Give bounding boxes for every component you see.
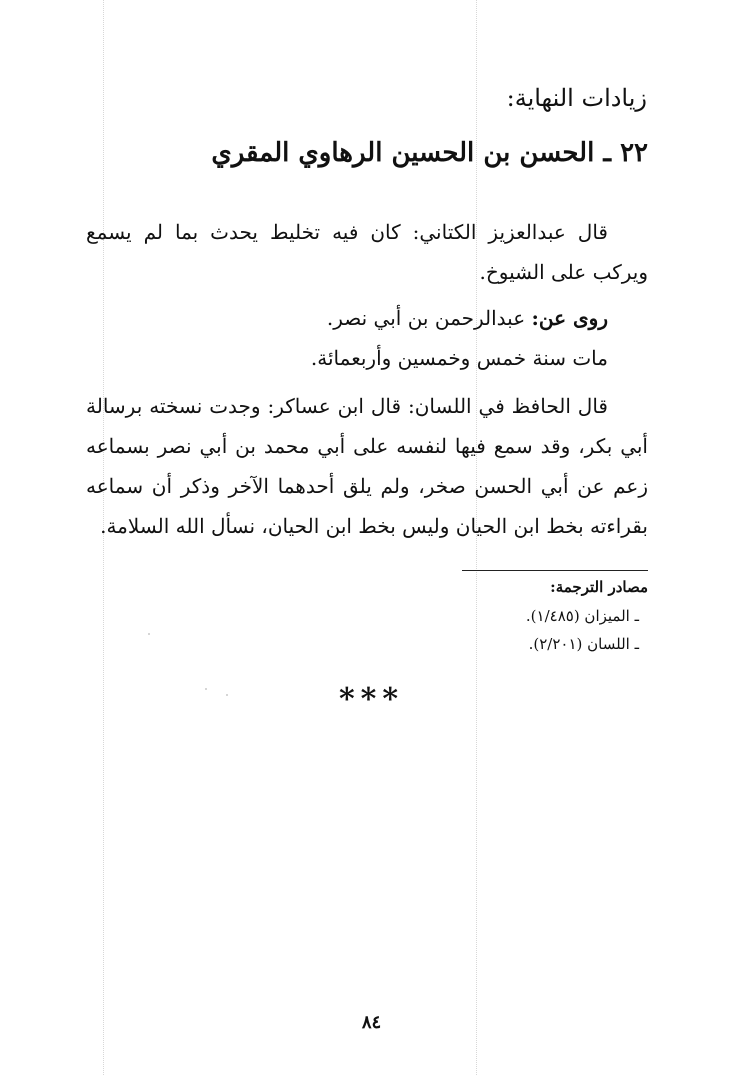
footnote-heading: مصادر الترجمة:	[550, 578, 648, 596]
narrated-from-text: عبدالرحمن بن أبي نصر.	[326, 306, 526, 330]
footnote-divider	[462, 570, 648, 571]
section-separator: ***	[338, 682, 405, 717]
page-number: ٨٤	[361, 1012, 382, 1033]
paragraph-death: مات سنة خمس وخمسين وأربعمائة.	[310, 346, 608, 370]
entry-name: الحسن بن الحسين الرهاوي المقري	[211, 138, 595, 168]
footnote-item: ـ الميزان (١/٤٨٥).	[525, 607, 639, 625]
scan-speck	[148, 633, 150, 635]
entry-number: ٢٢	[620, 138, 648, 168]
paragraph-narrated-from	[86, 298, 648, 338]
narrated-from-label: روى عن:	[531, 306, 608, 330]
paragraph-kattani: قال عبدالعزيز الكتاني: كان فيه تخليط يحدث بما لم يسمع ويركب على الشيوخ.	[86, 220, 648, 284]
entry-title	[211, 138, 648, 168]
footnote-item: ـ اللسان (٢/٢٠١).	[528, 635, 639, 653]
paragraph-lisan: قال الحافظ في اللسان: قال ابن عساكر: وجدت نسخته برسالة أبي بكر، وقد سمع فيها لنفسه على أبي محمد بن أبي نصر بسماعه زعم عن أبي الحسن صخر، ولم يلق أحدهما الآخر وذكر أن سماعه بقراءته بخط ابن الحيان وليس بخط ابن الحيان، نسأل الله السلامة.	[86, 394, 648, 538]
section-heading: زيادات النهاية:	[506, 84, 647, 112]
entry-dash: ـ	[603, 138, 611, 168]
